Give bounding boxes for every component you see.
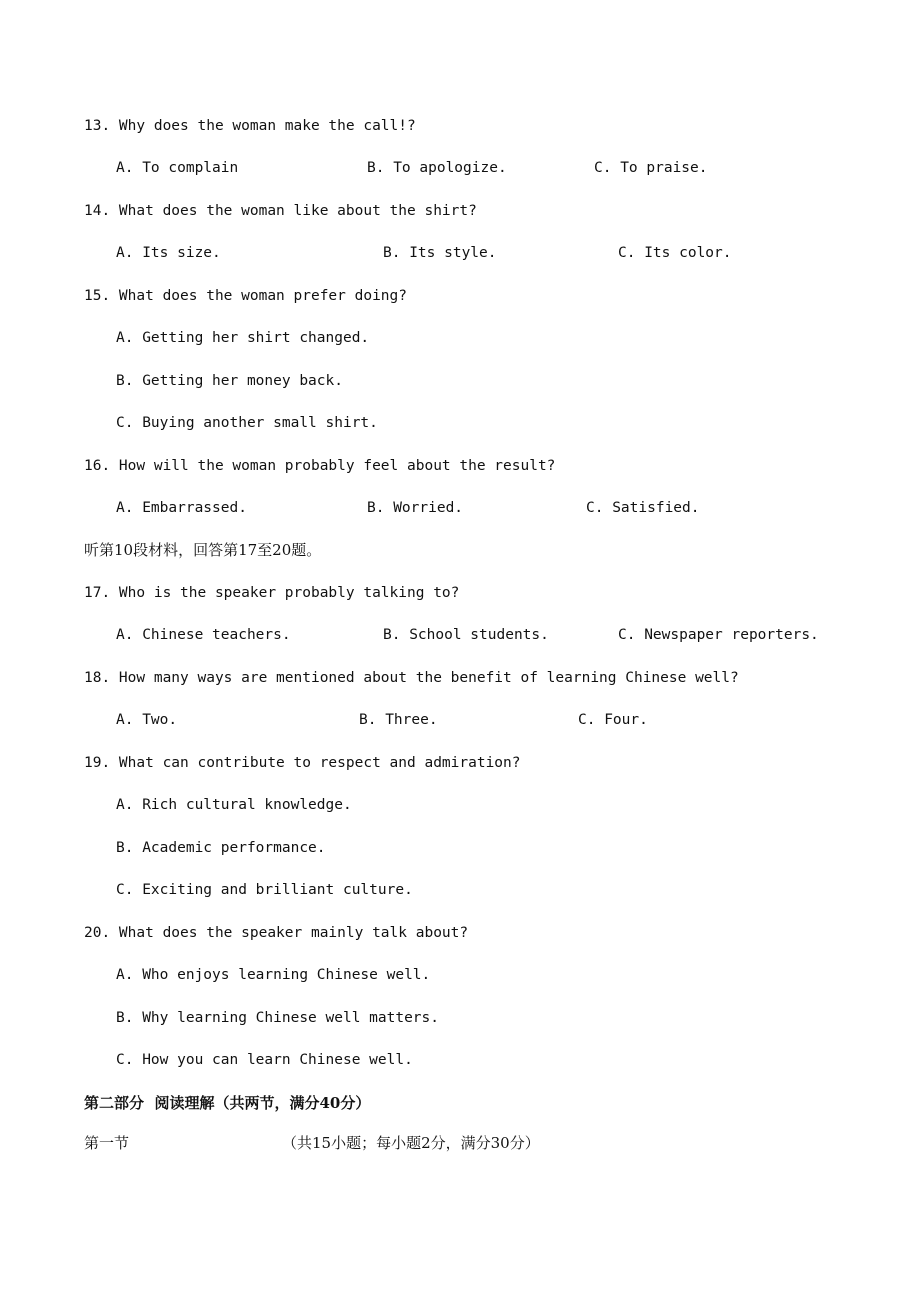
option-a: A. Getting her shirt changed. — [116, 330, 370, 346]
question-stem: 16. How will the woman probably feel about the result? — [84, 458, 556, 474]
question-stem: 20. What does the speaker mainly talk about? — [84, 925, 469, 941]
option-c: C. To praise. — [594, 160, 708, 176]
option-a: A. Who enjoys learning Chinese well. — [116, 967, 431, 983]
option-b: B. Three. — [359, 712, 438, 728]
option-b: B. Why learning Chinese well matters. — [116, 1010, 440, 1026]
option-b: B. To apologize. — [367, 160, 507, 176]
option-a: A. Rich cultural knowledge. — [116, 797, 352, 813]
option-b: B. School students. — [383, 627, 549, 643]
instruction-text: 听第10段材料，回答第17至20题。 — [84, 541, 322, 559]
option-b: B. Academic performance. — [116, 840, 326, 856]
question-stem: 15. What does the woman prefer doing? — [84, 288, 408, 304]
option-c: C. Four. — [578, 712, 648, 728]
part-heading: 第二部分 阅读理解（共两节，满分40分） — [84, 1094, 371, 1112]
option-a: A. To complain — [116, 160, 239, 176]
question-stem: 13. Why does the woman make the call!? — [84, 118, 416, 134]
option-a: A. Embarrassed. — [116, 500, 247, 516]
question-stem: 18. How many ways are mentioned about the benefit of learning Chinese well? — [84, 670, 739, 686]
option-c: C. Exciting and brilliant culture. — [116, 882, 413, 898]
question-stem: 17. Who is the speaker probably talking to? — [84, 585, 460, 601]
option-a: A. Its size. — [116, 245, 221, 261]
option-b: B. Getting her money back. — [116, 373, 343, 389]
option-b: B. Worried. — [367, 500, 464, 516]
option-c: C. Buying another small shirt. — [116, 415, 378, 431]
option-c: C. Newspaper reporters. — [618, 627, 819, 643]
section-label: 第一节 — [84, 1134, 130, 1152]
option-c: C. How you can learn Chinese well. — [116, 1052, 413, 1068]
option-a: A. Chinese teachers. — [116, 627, 291, 643]
option-b: B. Its style. — [383, 245, 497, 261]
option-c: C. Its color. — [618, 245, 732, 261]
question-stem: 14. What does the woman like about the shirt? — [84, 203, 477, 219]
section-note: （共15小题；每小题2分，满分30分） — [282, 1134, 540, 1152]
question-stem: 19. What can contribute to respect and admiration? — [84, 755, 521, 771]
option-c: C. Satisfied. — [586, 500, 700, 516]
option-a: A. Two. — [116, 712, 178, 728]
